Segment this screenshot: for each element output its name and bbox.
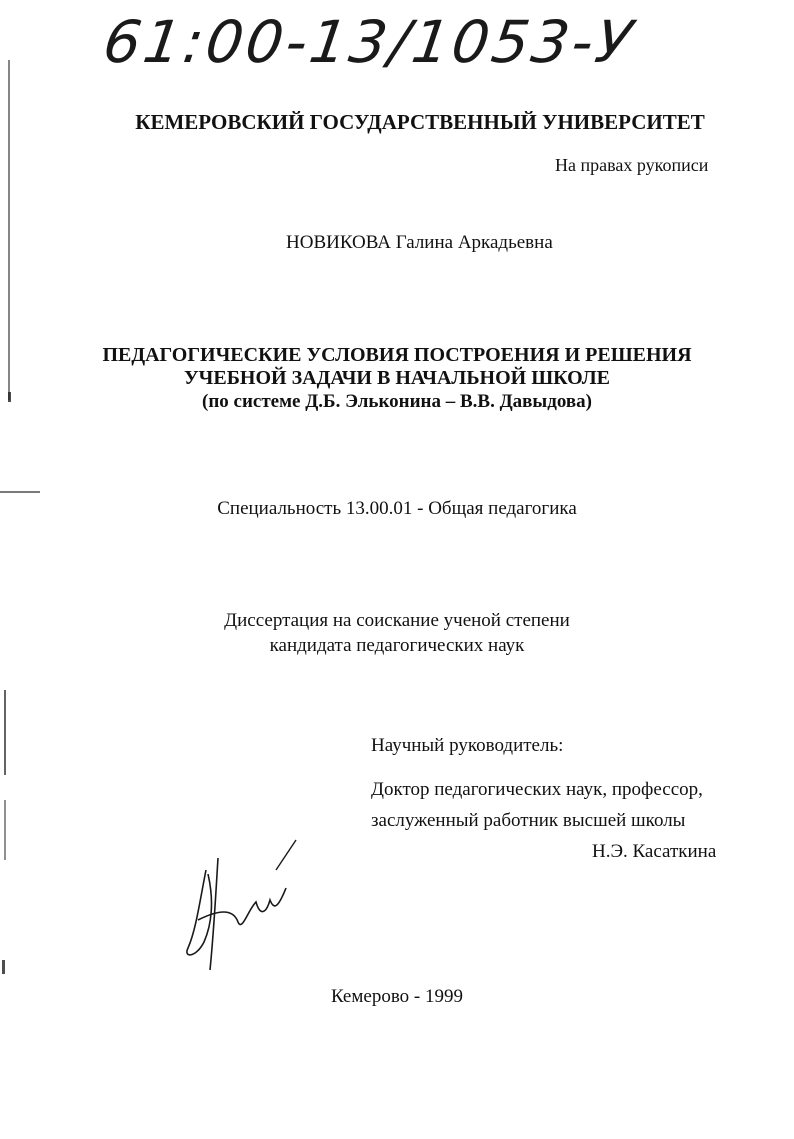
supervisor-heading: Научный руководитель: xyxy=(371,735,564,756)
scan-edge-mark xyxy=(4,800,6,860)
manuscript-note: На правах рукописи xyxy=(555,155,709,175)
thesis-title-line-1: ПЕДАГОГИЧЕСКИЕ УСЛОВИЯ ПОСТРОЕНИЯ И РЕШЕНИЯ xyxy=(102,344,692,366)
degree-statement-line-2: кандидата педагогических наук xyxy=(269,635,525,656)
university-name: КЕМЕРОВСКИЙ ГОСУДАРСТВЕННЫЙ УНИВЕРСИТЕТ xyxy=(135,110,705,134)
supervisor-honor: заслуженный работник высшей школы xyxy=(371,810,686,831)
degree-statement-line-1: Диссертация на соискание ученой степени xyxy=(224,610,570,631)
scan-edge-mark xyxy=(2,960,5,974)
place-and-year: Кемерово - 1999 xyxy=(330,986,463,1007)
supervisor-degree: Доктор педагогических наук, профессор, xyxy=(371,779,703,800)
scan-edge-mark xyxy=(0,491,40,493)
archive-code-handwritten: 61:00-13/1053-У xyxy=(99,8,640,76)
supervisor-name: Н.Э. Касаткина xyxy=(592,841,717,862)
handwritten-signature xyxy=(178,830,318,980)
thesis-title-subtitle: (по системе Д.Б. Эльконина – В.В. Давыдова) xyxy=(202,391,592,412)
scan-edge-mark xyxy=(4,690,6,775)
thesis-title-line-2: УЧЕБНОЙ ЗАДАЧИ В НАЧАЛЬНОЙ ШКОЛЕ xyxy=(184,367,610,389)
author-name: НОВИКОВА Галина Аркадьевна xyxy=(286,232,553,253)
specialty: Специальность 13.00.01 - Общая педагогика xyxy=(217,498,577,519)
